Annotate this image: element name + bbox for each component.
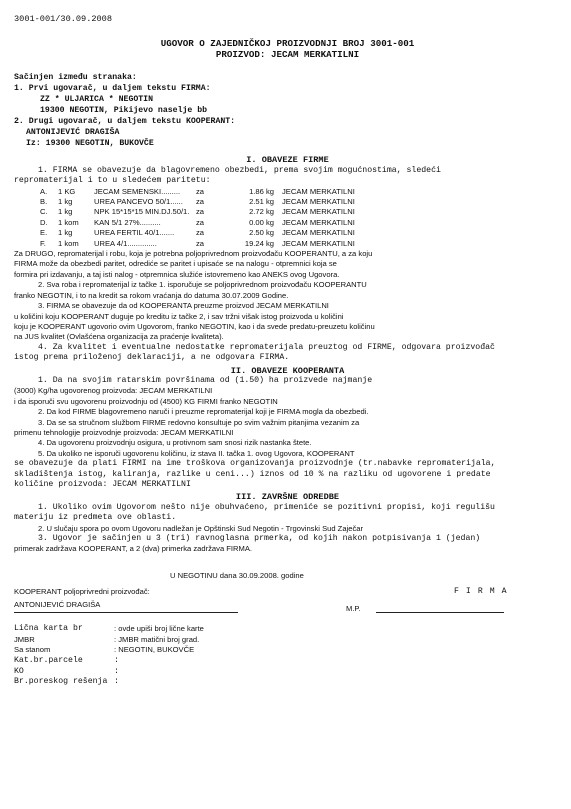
material-za: za bbox=[196, 207, 205, 217]
cooperant-label: KOOPERANT poljoprivredni proizvođač: bbox=[14, 587, 150, 597]
s2-p5-line3: skladištenja istog, kaliranja, razlike u ceni...) iznos od 10 % na razliku od ugovorene i predate bbox=[14, 469, 491, 479]
info-label: Sa stanom bbox=[14, 645, 51, 655]
list-item bbox=[14, 645, 561, 656]
material-za: za bbox=[196, 197, 205, 207]
material-name: UREA PANCEVO 50/1...... bbox=[94, 197, 183, 207]
material-qty: 1 kg bbox=[58, 207, 73, 217]
material-amount: 2.50 kg bbox=[249, 228, 274, 238]
material-amount: 2.72 kg bbox=[249, 207, 274, 217]
list-item bbox=[14, 677, 561, 688]
material-za: za bbox=[196, 228, 205, 238]
table-row bbox=[40, 197, 355, 207]
list-item bbox=[14, 667, 561, 678]
material-za: za bbox=[196, 217, 205, 227]
material-letter: C. bbox=[40, 207, 48, 217]
first-party-address: 19300 NEGOTIN, Pikijevo naselje bb bbox=[40, 106, 208, 116]
list-item bbox=[14, 656, 561, 667]
s2-p1-line2: (3000) Kg/ha ugovorenog proizvoda: JECAM MERKATILNI bbox=[14, 386, 213, 396]
materials-table bbox=[40, 187, 355, 249]
info-label: Br.poreskog rešenja bbox=[14, 677, 108, 687]
material-za: za bbox=[196, 186, 205, 196]
material-amount: 0.00 kg bbox=[249, 217, 274, 227]
product-title: PROIZVOD: JECAM MERKATILNI bbox=[215, 49, 360, 61]
s1-p1-after-1: Za DRUGO, repromaterijal i robu, koja je potrebna poljoprivrednom proizvođaču KOOPERANTU, a za koju bbox=[14, 249, 373, 259]
s1-p1-line1: 1. FIRMA se obavezuje da blagovremeno obezbedi, prema svojim mogućnostima, sledeći bbox=[38, 165, 441, 175]
s1-p3-line3: koju je KOOPERANT ugovorio ovim Ugovorom, franko NEGOTIN, kao i da svede predatu-preuzetu količinu bbox=[14, 321, 375, 331]
material-name: KAN 5/1 27%.......... bbox=[94, 217, 161, 227]
s2-p1-line1: 1. Da na svojim ratarskim površinama od (1.50) ha proizvede najmanje bbox=[38, 375, 373, 385]
document-reference: 3001-001/30.09.2008 bbox=[14, 14, 112, 24]
s1-p2-line1: 2. Sva roba i repromaterijal iz tačke 1. isporučuje se poljoprivrednom proizvođaču KOOPERANTU bbox=[38, 280, 367, 290]
s3-p1-line1: 1. Ukoliko ovim Ugovorom nešto nije obuhvaćeno, primeniće se pozitivni propisi, koji regulišu bbox=[38, 502, 495, 512]
s2-p3-line2: primenu tehnologije proizvodnje proizvoda: JECAM MERKATILNI bbox=[14, 427, 234, 437]
parties-intro: Sačinjen između stranaka: bbox=[14, 73, 137, 83]
s1-p1-after-3: formira pri izdavanju, a taj isti nalog - otpremnica služiće istovremeno kao ANEKS ovog Ugovora. bbox=[14, 269, 340, 279]
second-party-heading: 2. Drugi ugovarač, u daljem tekstu KOOPERANT: bbox=[14, 117, 236, 127]
material-name: NPK 15*15*15 MIN.DJ.50/1. bbox=[94, 207, 190, 217]
table-row bbox=[40, 228, 355, 238]
s1-p4-line1: 4. Za kvalitet i eventualne nedostatke repromaterijala preuztog od FIRME, odgovara proizvođač bbox=[38, 342, 495, 352]
table-row bbox=[40, 187, 355, 197]
material-product: JECAM MERKATILNI bbox=[282, 238, 355, 248]
material-product: JECAM MERKATILNI bbox=[282, 228, 355, 238]
material-letter: B. bbox=[40, 197, 48, 207]
s2-p5-line2: se obavezuje da plati FIRMI na ime troškova organizovanja proizvodnje (tr.nabavke repromaterijala, bbox=[14, 459, 496, 469]
info-value: : ovde upiši broj lične karte bbox=[114, 624, 204, 634]
parties-block bbox=[14, 72, 561, 149]
material-name: UREA 4/1.............. bbox=[94, 238, 157, 248]
section-1-heading: I. OBAVEZE FIRME bbox=[246, 155, 329, 166]
signature-labels bbox=[14, 587, 561, 598]
s3-p3-line1: 3. Ugovor je sačinjen u 3 (tri) ravnoglasna prmerka, od kojih nakon potpisivanja 1 (jedan) bbox=[38, 534, 481, 544]
section-3-heading: III. ZAVRŠNE ODREDBE bbox=[235, 492, 340, 503]
material-letter: A. bbox=[40, 186, 48, 196]
material-name: JECAM SEMENSKI......... bbox=[94, 186, 181, 196]
material-za: za bbox=[196, 238, 205, 248]
info-value: : JMBR matični broj grad. bbox=[114, 634, 200, 644]
cooperant-signature-line bbox=[14, 612, 238, 613]
s2-p2: 2. Da kod FIRME blagovremeno naruči i preuzme repromaterijal koji je FIRMA mogla da obezbedi. bbox=[38, 407, 369, 417]
first-party-name: ZZ * ULJARICA * NEGOTIN bbox=[40, 95, 154, 105]
material-product: JECAM MERKATILNI bbox=[282, 197, 355, 207]
signature-lines bbox=[14, 600, 561, 614]
firma-signature-line bbox=[376, 612, 504, 613]
table-row bbox=[40, 207, 355, 217]
material-qty: 1 kg bbox=[58, 228, 73, 238]
material-product: JECAM MERKATILNI bbox=[282, 207, 355, 217]
stamp-place-label: M.P. bbox=[346, 604, 361, 614]
material-letter: D. bbox=[40, 217, 48, 227]
cooperant-info bbox=[14, 624, 561, 688]
material-product: JECAM MERKATILNI bbox=[282, 186, 355, 196]
s2-p3-line1: 3. Da se sa stručnom službom FIRME redovno konsultuje po svim važnim pitanjima vezanim za bbox=[38, 417, 360, 427]
second-party-name: ANTONIJEVIĆ DRAGIŠA bbox=[26, 128, 120, 138]
s1-p2-line2: franko NEGOTIN, i to na kredit sa rokom vraćanja do datuma 30.07.2009 Godine. bbox=[14, 290, 289, 300]
material-product: JECAM MERKATILNI bbox=[282, 217, 355, 227]
material-name: UREA FERTIL 40/1....... bbox=[94, 228, 175, 238]
material-qty: 1 kom bbox=[58, 238, 79, 248]
table-row bbox=[40, 239, 355, 249]
s1-p3-line2: u količini koju KOOPERANT duguje po kreditu iz tačke 2, i sav tržni višak istog proizvoda u količini bbox=[14, 311, 344, 321]
info-value: : bbox=[114, 656, 119, 666]
info-label: Lična karta br bbox=[14, 624, 83, 634]
s3-p2: 2. U slučaju spora po ovom Ugovoru nadležan je Opštinski Sud Negotin - Trgovinski Sud Zaječar bbox=[38, 523, 364, 533]
material-qty: 1 kom bbox=[58, 217, 79, 227]
material-qty: 1 KG bbox=[58, 186, 76, 196]
s3-p3-line2: primerak zadržava KOOPERANT, a 2 (dva) primerka zadržava FIRMA. bbox=[14, 544, 253, 554]
info-label: Kat.br.parcele bbox=[14, 656, 83, 666]
second-party-address: Iz: 19300 NEGOTIN, BUKOVČE bbox=[26, 139, 154, 149]
list-item bbox=[14, 635, 561, 646]
s1-p1-line2: repromaterijal i to u sledećem paritetu: bbox=[14, 176, 211, 186]
s1-p1-after-2: FIRMA može da obezbedi paritet, odrediće se paritet i upisaće se na nalogu - otpremnici koja se bbox=[14, 259, 337, 269]
material-amount: 2.51 kg bbox=[249, 197, 274, 207]
info-label: JMBR bbox=[14, 634, 35, 644]
info-value: : bbox=[114, 677, 119, 687]
material-amount: 1.86 kg bbox=[249, 186, 274, 196]
material-letter: E. bbox=[40, 228, 48, 238]
material-qty: 1 kg bbox=[58, 197, 73, 207]
list-item bbox=[14, 624, 561, 635]
first-party-heading: 1. Prvi ugovarač, u daljem tekstu FIRMA: bbox=[14, 84, 211, 94]
s1-p4-line2: istog prema priloženoj deklaraciji, a ne odgovara FIRMA. bbox=[14, 353, 290, 363]
info-value: : bbox=[114, 666, 119, 676]
s2-p4: 4. Da ugovorenu proizvodnju osigura, u protivnom sam snosi rizik nastanka štete. bbox=[38, 438, 312, 448]
contract-title: UGOVOR O ZAJEDNIČKOJ PROIZVODNJI BROJ 3001-001 bbox=[160, 38, 415, 50]
s3-p1-line2: materiju iz predmeta ove oblasti. bbox=[14, 513, 177, 523]
material-letter: F. bbox=[40, 238, 46, 248]
cooperant-name: ANTONIJEVIĆ DRAGIŠA bbox=[14, 600, 101, 610]
s1-p3-line4: na JUS kvalitet (Ovlašćena organizacija za praćenje kvaliteta). bbox=[14, 332, 224, 342]
s2-p5-line4: količine proizvoda: JECAM MERKATILNI bbox=[14, 480, 191, 489]
info-label: KO bbox=[14, 666, 24, 676]
firma-label: FIRMA bbox=[454, 587, 514, 597]
s2-p5-line1: 5. Da ukoliko ne isporuči ugovorenu količinu, iz stava II. tačka 1. ovog Ugovora, KOOPERANT bbox=[38, 448, 355, 458]
table-row bbox=[40, 218, 355, 228]
city-date: U NEGOTINU dana 30.09.2008. godine bbox=[170, 570, 304, 580]
s2-p1-line3: i da isporuči svu ugovorenu proizvodnju od (4500) KG FIRMI franko NEGOTIN bbox=[14, 396, 278, 406]
s1-p3-line1: 3. FIRMA se obavezuje da od KOOPERANTA preuzme proizvod JECAM MERKATILNI bbox=[38, 301, 329, 311]
section-2-heading: II. OBAVEZE KOOPERANTA bbox=[230, 365, 345, 376]
info-value: : NEGOTIN, BUKOVČE bbox=[114, 645, 195, 655]
material-amount: 19.24 kg bbox=[244, 238, 274, 248]
